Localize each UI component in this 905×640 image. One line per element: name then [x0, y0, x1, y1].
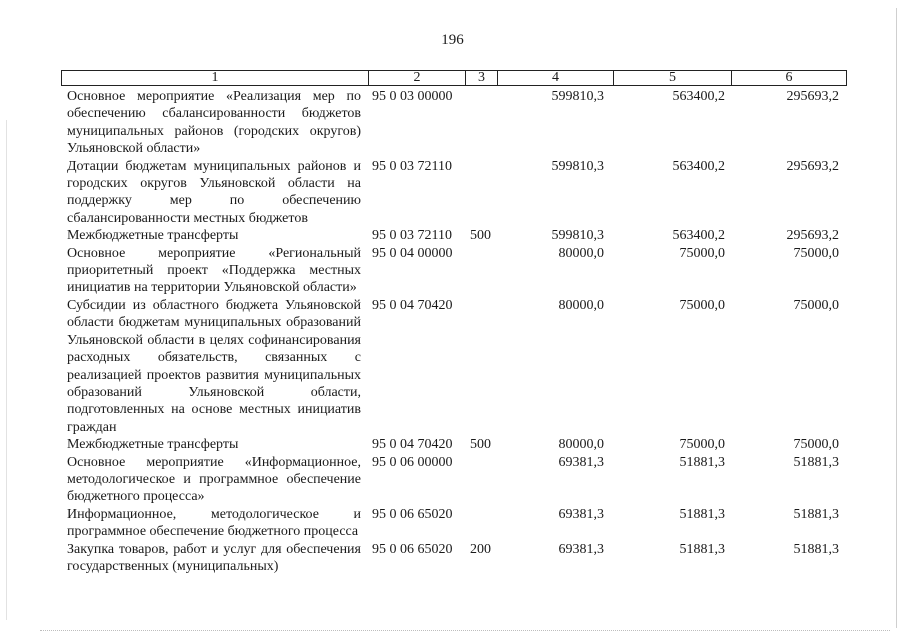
row-value-col4: 69381,3 — [558, 506, 604, 522]
row-name: Закупка товаров, работ и услуг для обеспечения государственных (муниципальных) — [67, 541, 361, 574]
row-value-col4: 69381,3 — [558, 541, 604, 557]
row-name: Основное мероприятие «Региональный приоритетный проект «Поддержка местных инициатив на территории Ульяновской области» — [67, 245, 361, 296]
row-value-col6: 51881,3 — [793, 506, 839, 522]
row-code: 95 0 06 65020 — [372, 541, 453, 557]
row-value-col6: 75000,0 — [793, 245, 839, 261]
table-row — [0, 297, 905, 436]
row-value-col6: 75000,0 — [793, 297, 839, 313]
table-row — [0, 227, 905, 244]
row-value-col6: 295693,2 — [786, 158, 839, 174]
row-code: 95 0 03 00000 — [372, 89, 453, 104]
row-value-col4: 80000,0 — [558, 437, 604, 453]
row-value-col5: 563400,2 — [672, 89, 725, 104]
row-value-col4: 599810,3 — [551, 228, 604, 244]
row-name: Основное мероприятие «Информационное, методологическое и программное обеспечение бюджетного процесса» — [67, 454, 361, 505]
row-name: Информационное, методологическое и программное обеспечение бюджетного процесса — [67, 506, 361, 540]
row-value-col5: 563400,2 — [672, 158, 725, 174]
row-name: Дотации бюджетам муниципальных районов и городских округов Ульяновской области на поддержку мер по обеспечению сбалансированности местных бюджетов — [67, 158, 361, 226]
row-value-col4: 69381,3 — [558, 454, 604, 470]
row-code: 95 0 06 65020 — [372, 506, 453, 522]
row-value-col4: 80000,0 — [558, 245, 604, 261]
row-name: Межбюджетные трансферты — [67, 228, 239, 244]
row-code: 95 0 03 72110 — [372, 158, 452, 174]
row-value-col5: 51881,3 — [679, 506, 725, 522]
header-col-6: 6 — [785, 70, 793, 85]
header-col-1: 1 — [62, 71, 369, 85]
row-value-col5: 75000,0 — [679, 245, 725, 261]
row-code: 95 0 03 72110 — [372, 228, 452, 244]
row-value-col5: 563400,2 — [672, 228, 725, 244]
table-row — [0, 454, 905, 506]
row-code: 95 0 04 70420 — [372, 437, 453, 453]
row-name: Межбюджетные трансферты — [67, 437, 239, 453]
row-type: 200 — [470, 541, 491, 557]
row-value-col6: 295693,2 — [786, 228, 839, 244]
table-row — [0, 88, 905, 158]
row-value-col4: 599810,3 — [551, 158, 604, 174]
header-col-4: 4 — [498, 71, 614, 85]
page-number: 196 — [441, 32, 464, 48]
row-value-col5: 51881,3 — [679, 454, 725, 470]
table-header-row — [61, 70, 847, 86]
row-value-col5: 75000,0 — [679, 297, 725, 313]
row-value-col6: 295693,2 — [786, 89, 839, 104]
row-value-col5: 51881,3 — [679, 541, 725, 557]
row-type: 500 — [470, 437, 491, 453]
row-code: 95 0 04 70420 — [372, 297, 453, 313]
row-value-col4: 599810,3 — [551, 89, 604, 104]
row-value-col5: 75000,0 — [679, 437, 725, 453]
row-code: 95 0 04 00000 — [372, 245, 453, 261]
scan-noise-line — [40, 630, 890, 632]
header-col-5: 5 — [614, 71, 732, 85]
budget-table-body — [0, 88, 905, 575]
row-value-col4: 80000,0 — [558, 297, 604, 313]
row-name: Субсидии из областного бюджета Ульяновской области бюджетам муниципальных образований Ульяновской области в целях софинансирования расходных обязательств, связанных с реализацией проектов развития муниципальных образований Ульяновской области, подготовленных на основе местных инициатив граждан — [67, 297, 361, 435]
header-col-3: 3 — [466, 71, 498, 85]
row-code: 95 0 06 00000 — [372, 454, 453, 470]
row-value-col6: 51881,3 — [793, 541, 839, 557]
header-col-2: 2 — [369, 71, 466, 85]
table-row — [0, 506, 905, 541]
table-row — [0, 158, 905, 228]
row-name: Основное мероприятие «Реализация мер по обеспечению сбалансированности бюджетов муниципальных районов (городских округов) Ульяновской области» — [67, 89, 361, 157]
table-row — [0, 245, 905, 297]
table-row — [0, 541, 905, 576]
row-value-col6: 51881,3 — [793, 454, 839, 470]
table-row — [0, 436, 905, 453]
row-value-col6: 75000,0 — [793, 437, 839, 453]
row-type: 500 — [470, 228, 491, 244]
